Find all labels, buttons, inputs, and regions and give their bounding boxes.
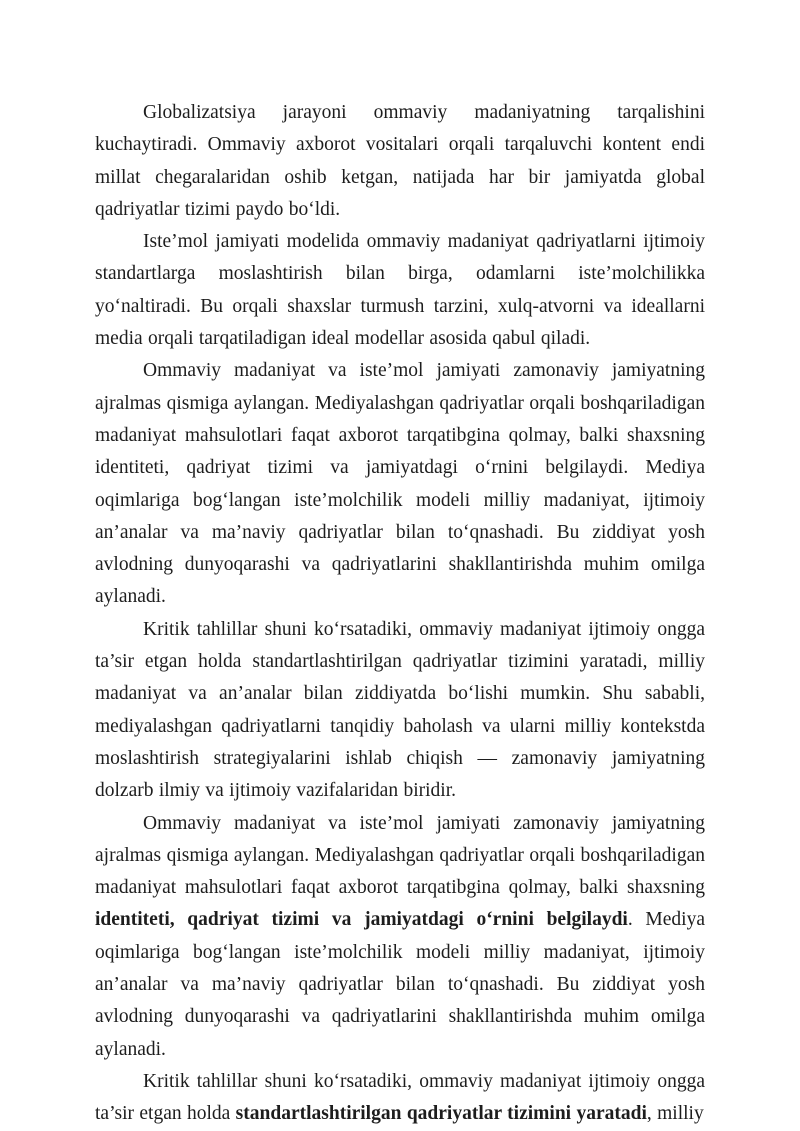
text-run: Ommaviy madaniyat va iste’mol jamiyati zamonaviy jamiyatning ajralmas qismiga aylangan. Mediyalashgan qadriyatlar orqali boshqariladigan madaniyat mahsulotlari faqat axborot tarqatibgina qolmay, balki shaxsning (95, 812, 705, 899)
document-body (95, 97, 705, 1131)
paragraph-globalizatsiya (95, 97, 705, 226)
paragraph-kritik-tahlillar-1 (95, 614, 705, 808)
paragraph-kritik-tahlillar-2 (95, 1066, 705, 1131)
text-run: Iste’mol jamiyati modelida ommaviy madaniyat qadriyatlarni ijtimoiy standartlarga moslashtirish bilan birga, odamlarni iste’molchilikka yo‘naltiradi. Bu orqali shaxslar turmush tarzini, xulq-atvorni va ideallarni media orqali tarqatiladigan ideal modellar asosida qabul qiladi. (95, 231, 705, 350)
text-run: Globalizatsiya jarayoni ommaviy madaniyatning tarqalishini kuchaytiradi. Ommaviy axborot vositalari orqali tarqaluvchi kontent endi millat chegaralaridan oshib ketgan, natijada har bir jamiyatda global qadriyatlar tizimi paydo bo‘ldi. (95, 102, 705, 220)
paragraph-ommaviy-madaniyat-2 (95, 808, 705, 1066)
text-run: Kritik tahlillar shuni ko‘rsatadiki, ommaviy madaniyat ijtimoiy ongga ta’sir etgan holda (95, 1070, 705, 1125)
bold-text-run: standartlashtirilgan qadriyatlar tizimini yaratadi (235, 1103, 647, 1125)
text-run: Kritik tahlillar shuni ko‘rsatadiki, ommaviy madaniyat ijtimoiy ongga ta’sir etgan holda standartlashtirilgan qadriyatlar tizimini yaratadi, milliy madaniyat va an’analar bilan ziddiyatda bo‘lishi mumkin. Shu sababli, mediyalashgan qadriyatlarni tanqidiy baholash va ularni milliy kontekstda moslashtirish strategiyalarini ishlab chiqish — zamonaviy jamiyatning dolzarb ilmiy va ijtimoiy vazifalaridan biridir. (95, 618, 705, 802)
text-run: , milliy (646, 1103, 704, 1125)
paragraph-ommaviy-madaniyat-1 (95, 355, 705, 613)
bold-text-run: identiteti, qadriyat tizimi va jamiyatdagi o‘rnini belgilaydi (95, 909, 628, 931)
text-run: . Mediya oqimlariga bog‘langan iste’molchilik modeli milliy madaniyat, ijtimoiy an’analar va ma’naviy qadriyatlar bilan to‘qnashadi. Bu ziddiyat yosh avlodning dunyoqarashi va qadriyatlarini shakllantirishda muhim omilga aylanadi. (95, 909, 705, 1060)
text-run: Ommaviy madaniyat va iste’mol jamiyati zamonaviy jamiyatning ajralmas qismiga aylangan. Mediyalashgan qadriyatlar orqali boshqariladigan madaniyat mahsulotlari faqat axborot tarqatibgina qolmay, balki shaxsning identiteti, qadriyat tizimi va jamiyatdagi o‘rnini belgilaydi. Mediya oqimlariga bog‘langan iste’molchilik modeli milliy madaniyat, ijtimoiy an’analar va ma’naviy qadriyatlar bilan to‘qnashadi. Bu ziddiyat yosh avlodning dunyoqarashi va qadriyatlarini shakllantirishda muhim omilga aylanadi. (95, 360, 705, 608)
paragraph-istemol-jamiyati (95, 226, 705, 355)
